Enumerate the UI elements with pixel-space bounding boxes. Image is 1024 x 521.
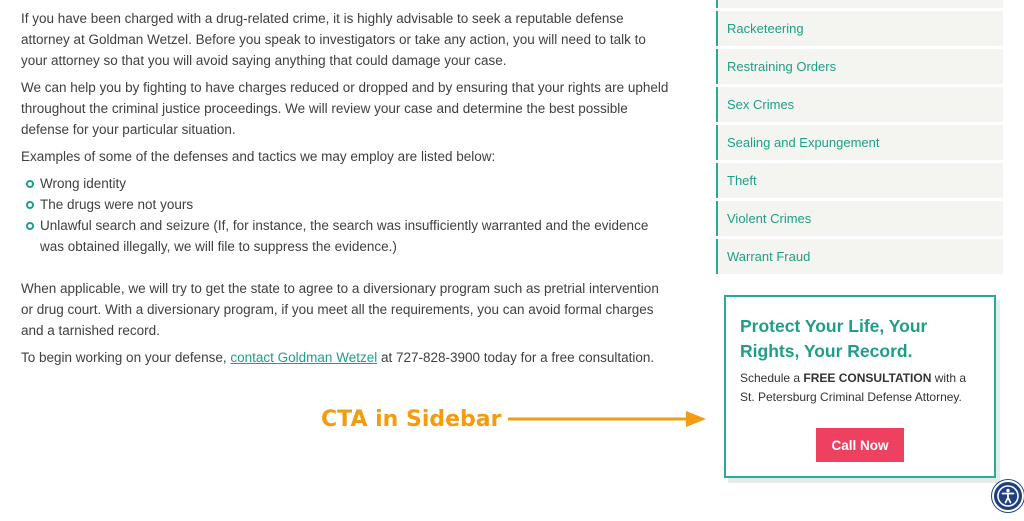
bullet-circle-icon (26, 180, 34, 188)
cta-text: Schedule a (740, 371, 804, 385)
article-paragraph-1: If you have been charged with a drug-related crime, it is highly advisable to seek a reputable defense attorney at Goldman Wetzel. Before you speak to investigators or take any action, you will need to talk to your attorney so that you will avoid saying anything that could damage your case. (21, 11, 646, 68)
sidebar-practice-list (716, 0, 1003, 277)
article-content (21, 8, 671, 374)
sidebar-item-partial[interactable] (716, 0, 1003, 8)
contact-link[interactable]: contact Goldman Wetzel (230, 350, 378, 365)
cta-text: with a St. Petersburg Criminal Defense Attorney. (740, 371, 967, 404)
cta-box (724, 295, 996, 478)
spacer (21, 263, 671, 278)
article-paragraph-3: Examples of some of the defenses and tactics we may employ are listed below: (21, 149, 496, 164)
article-paragraph-4: When applicable, we will try to get the state to agree to a diversionary program such as pretrial intervention or drug court. With a diversionary program, if you meet all the requirements, you can avoid formal charges and a tarnished record. (21, 281, 659, 338)
list-item-text: Unlawful search and seizure (If, for instance, the search was insufficiently warranted and the evidence was obtained illegally, we will file to suppress the evidence.) (40, 218, 649, 254)
article-paragraph-2: We can help you by fighting to have charges reduced or dropped and by ensuring that your rights are upheld throughout the criminal justice proceedings. We will review your case and determine the best possible defense for your particular situation. (21, 80, 669, 137)
cta-title: Protect Your Life, Your Rights, Your Record. (740, 316, 928, 361)
sidebar-item-theft[interactable]: Theft (716, 163, 1003, 198)
call-now-button[interactable]: Call Now (816, 428, 904, 462)
sidebar-item-violent-crimes[interactable]: Violent Crimes (716, 201, 1003, 236)
cta-emphasis: FREE CONSULTATION (803, 371, 932, 385)
sidebar-item-warrant-fraud[interactable]: Warrant Fraud (716, 239, 1003, 274)
list-item-text: The drugs were not yours (40, 197, 194, 212)
paragraph-text: To begin working on your defense, (21, 350, 231, 365)
accessibility-button[interactable] (992, 480, 1024, 512)
defenses-list (21, 173, 671, 257)
sidebar-item-sealing-expungement[interactable]: Sealing and Expungement (716, 125, 1003, 160)
list-item-text: Wrong identity (40, 176, 127, 191)
accessibility-icon (994, 482, 1022, 510)
list-item (21, 215, 671, 257)
cta-annotation (321, 403, 706, 435)
list-item (21, 173, 671, 194)
sidebar-item-sex-crimes[interactable]: Sex Crimes (716, 87, 1003, 122)
paragraph-text: at 727-828-3900 today for a free consultation. (377, 350, 655, 365)
cta-description (740, 369, 980, 407)
bullet-circle-icon (26, 201, 34, 209)
list-item (21, 194, 671, 215)
annotation-label: CTA in Sidebar (321, 406, 502, 432)
arrow-right-icon (508, 409, 706, 429)
article-paragraph-5 (21, 347, 671, 368)
sidebar-item-racketeering[interactable]: Racketeering (716, 11, 1003, 46)
bullet-circle-icon (26, 222, 34, 230)
sidebar-item-restraining-orders[interactable]: Restraining Orders (716, 49, 1003, 84)
